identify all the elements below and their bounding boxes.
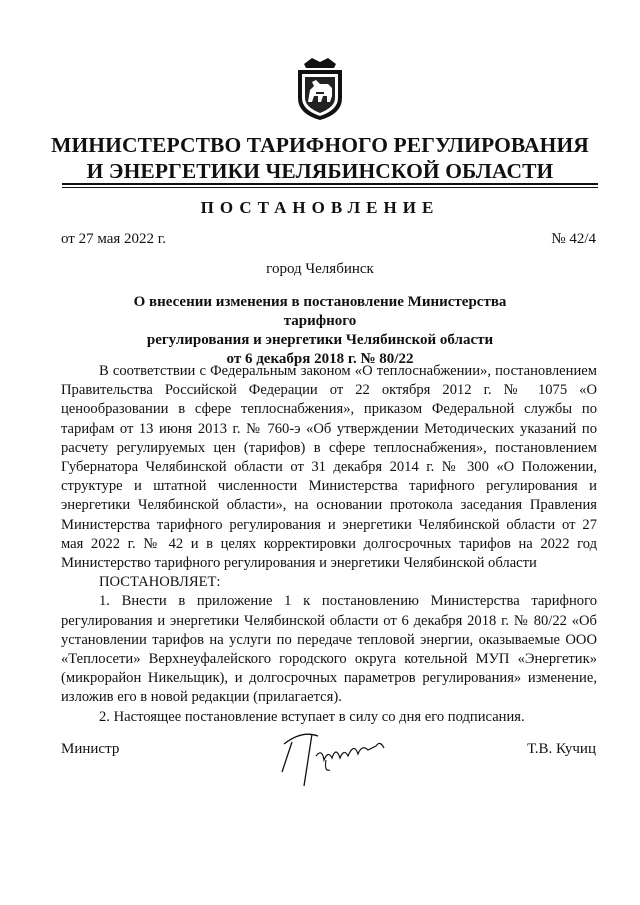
- title-line2: регулирования и энергетики Челябинской области: [146, 332, 494, 348]
- header-divider-thin: [62, 187, 598, 188]
- document-city: город Челябинск: [266, 261, 374, 277]
- title-line1: О внесении изменения в постановление Министерства тарифного: [133, 294, 507, 329]
- ministry-name: [40, 132, 600, 184]
- document-body: [61, 362, 597, 727]
- coat-of-arms-emblem: [290, 56, 350, 122]
- ministry-name-line2: И ЭНЕРГЕТИКИ ЧЕЛЯБИНСКОЙ ОБЛАСТИ: [86, 159, 554, 183]
- title-line3: от 6 декабря 2018 г. № 80/22: [226, 351, 414, 367]
- document-date: от 27 мая 2022 г.: [61, 231, 167, 247]
- header-divider-thick: [62, 183, 598, 185]
- document-type-heading: ПОСТАНОВЛЕНИЕ: [200, 198, 440, 217]
- item-1-paragraph: 1. Внести в приложение 1 к постановлению Министерства тарифного регулирования и энергетики Челябинской области от 6 декабря 2018 г. № 80/22 «Об установлении тарифов на услуги по передаче тепловой энергии, оказываемые ООО «Теплосети» Верхнеуфалейского городского округа котельной МУП «Энергетик» (микрорайон Никельщик), и долгосрочных параметров регулирования» изменение, изложив его в новой редакции (прилагается).: [61, 593, 597, 706]
- ministry-name-line1: МИНИСТЕРСТВО ТАРИФНОГО РЕГУЛИРОВАНИЯ: [51, 133, 589, 157]
- handwritten-signature: [272, 720, 402, 790]
- signer-name: Т.В. Кучиц: [527, 741, 596, 757]
- preamble-paragraph: В соответствии с Федеральным законом «О теплоснабжении», постановлением Правительства Российской Федерации от 22 октября 2012 г. № 1075 «О ценообразовании в сфере теплоснабжения», приказом Федеральной службы по тарифам от 13 июня 2013 г. № 760-э «Об утверждении Методических указаний по расчету регулируемых цен (тарифов) в сфере теплоснабжения», постановлением Губернатора Челябинской области от 31 декабря 2014 г. № 300 «О Положении, структуре и штатной численности Министерства тарифного регулирования и энергетики Челябинской области», на основании протокола заседания Правления Министерства тарифного регулирования и энергетики Челябинской области от 27 мая 2022 г. № 42 и в целях корректировки долгосрочных тарифов на 2022 год Министерство тарифного регулирования и энергетики Челябинской области: [61, 363, 597, 572]
- document-number: № 42/4: [551, 231, 596, 247]
- item-2-paragraph: 2. Настоящее постановление вступает в силу со дня его подписания.: [99, 708, 525, 725]
- document-title: [100, 293, 540, 369]
- signer-position: Министр: [61, 741, 120, 757]
- decree-word: ПОСТАНОВЛЯЕТ:: [99, 574, 221, 591]
